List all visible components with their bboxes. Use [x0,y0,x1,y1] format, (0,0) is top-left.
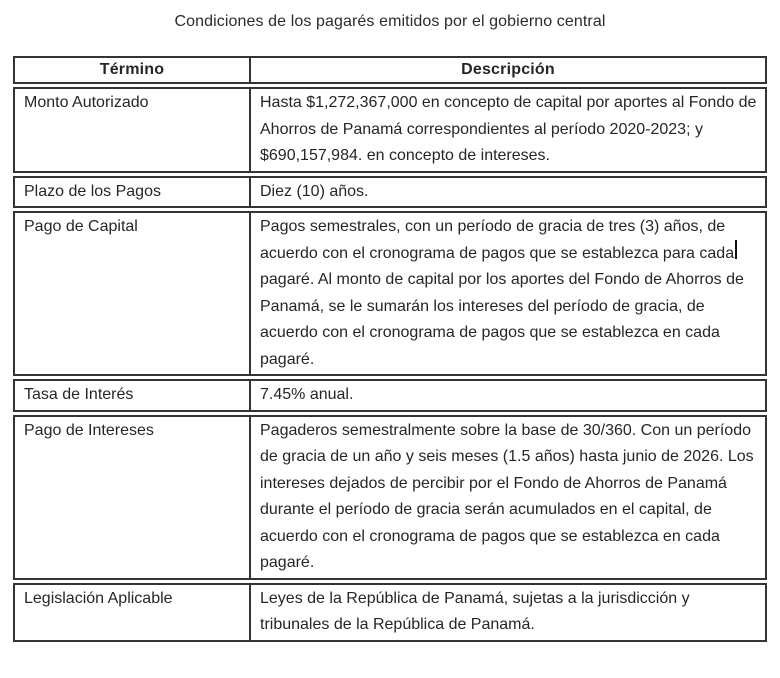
header-cell-termino[interactable]: Término [15,58,251,82]
table-row [13,176,767,209]
table-header-row [13,56,767,84]
description-cell[interactable]: Hasta $1,272,367,000 en concepto de capital por aportes al Fondo de Ahorros de Panamá correspondientes al período 2020-2023; y $690,157,984. en concepto de intereses. [260,94,757,164]
description-cell[interactable]: Pagaderos semestralmente sobre la base de 30/360. Con un período de gracia de un año y seis meses (1.5 años) hasta junio de 2026. Los intereses dejados de percibir por el Fondo de Ahorros de Panamá durante el período de gracia serán acumulados en el capital, de acuerdo con el cronograma de pagos que se establezca en cada pagaré. [260,421,754,571]
term-cell[interactable]: Monto Autorizado [15,89,251,171]
table-row [13,583,767,642]
description-cell[interactable]: Diez (10) años. [260,182,369,200]
term-cell[interactable]: Pago de Capital [15,213,251,374]
table-row [13,379,767,412]
description-cell[interactable]: 7.45% anual. [260,386,354,403]
term-cell[interactable]: Pago de Intereses [15,417,251,578]
term-cell[interactable]: Legislación Aplicable [15,585,251,640]
header-cell-descripcion[interactable]: Descripción [461,61,555,78]
description-cell[interactable]: Pagos semestrales, con un período de gracia de tres (3) años, de acuerdo con el cronograma de pagos que se establezca para cada pagaré. Al monto de capital por los aportes del Fondo de Ahorros de Panamá, se le sumarán los intereses del período de gracia, de acuerdo con el cronograma de pagos que se establezca en cada pagaré. [260,218,744,368]
table-row [13,211,767,376]
table-caption[interactable]: Condiciones de los pagarés emitidos por el gobierno central [174,13,606,30]
table-row [13,87,767,173]
term-cell[interactable]: Plazo de los Pagos [15,178,251,207]
table-row [13,415,767,580]
description-cell[interactable]: Leyes de la República de Panamá, sujetas a la jurisdicción y tribunales de la República de Panamá. [260,589,690,633]
terms-table [13,56,767,645]
text-caret [735,240,737,259]
term-cell[interactable]: Tasa de Interés [15,381,251,410]
